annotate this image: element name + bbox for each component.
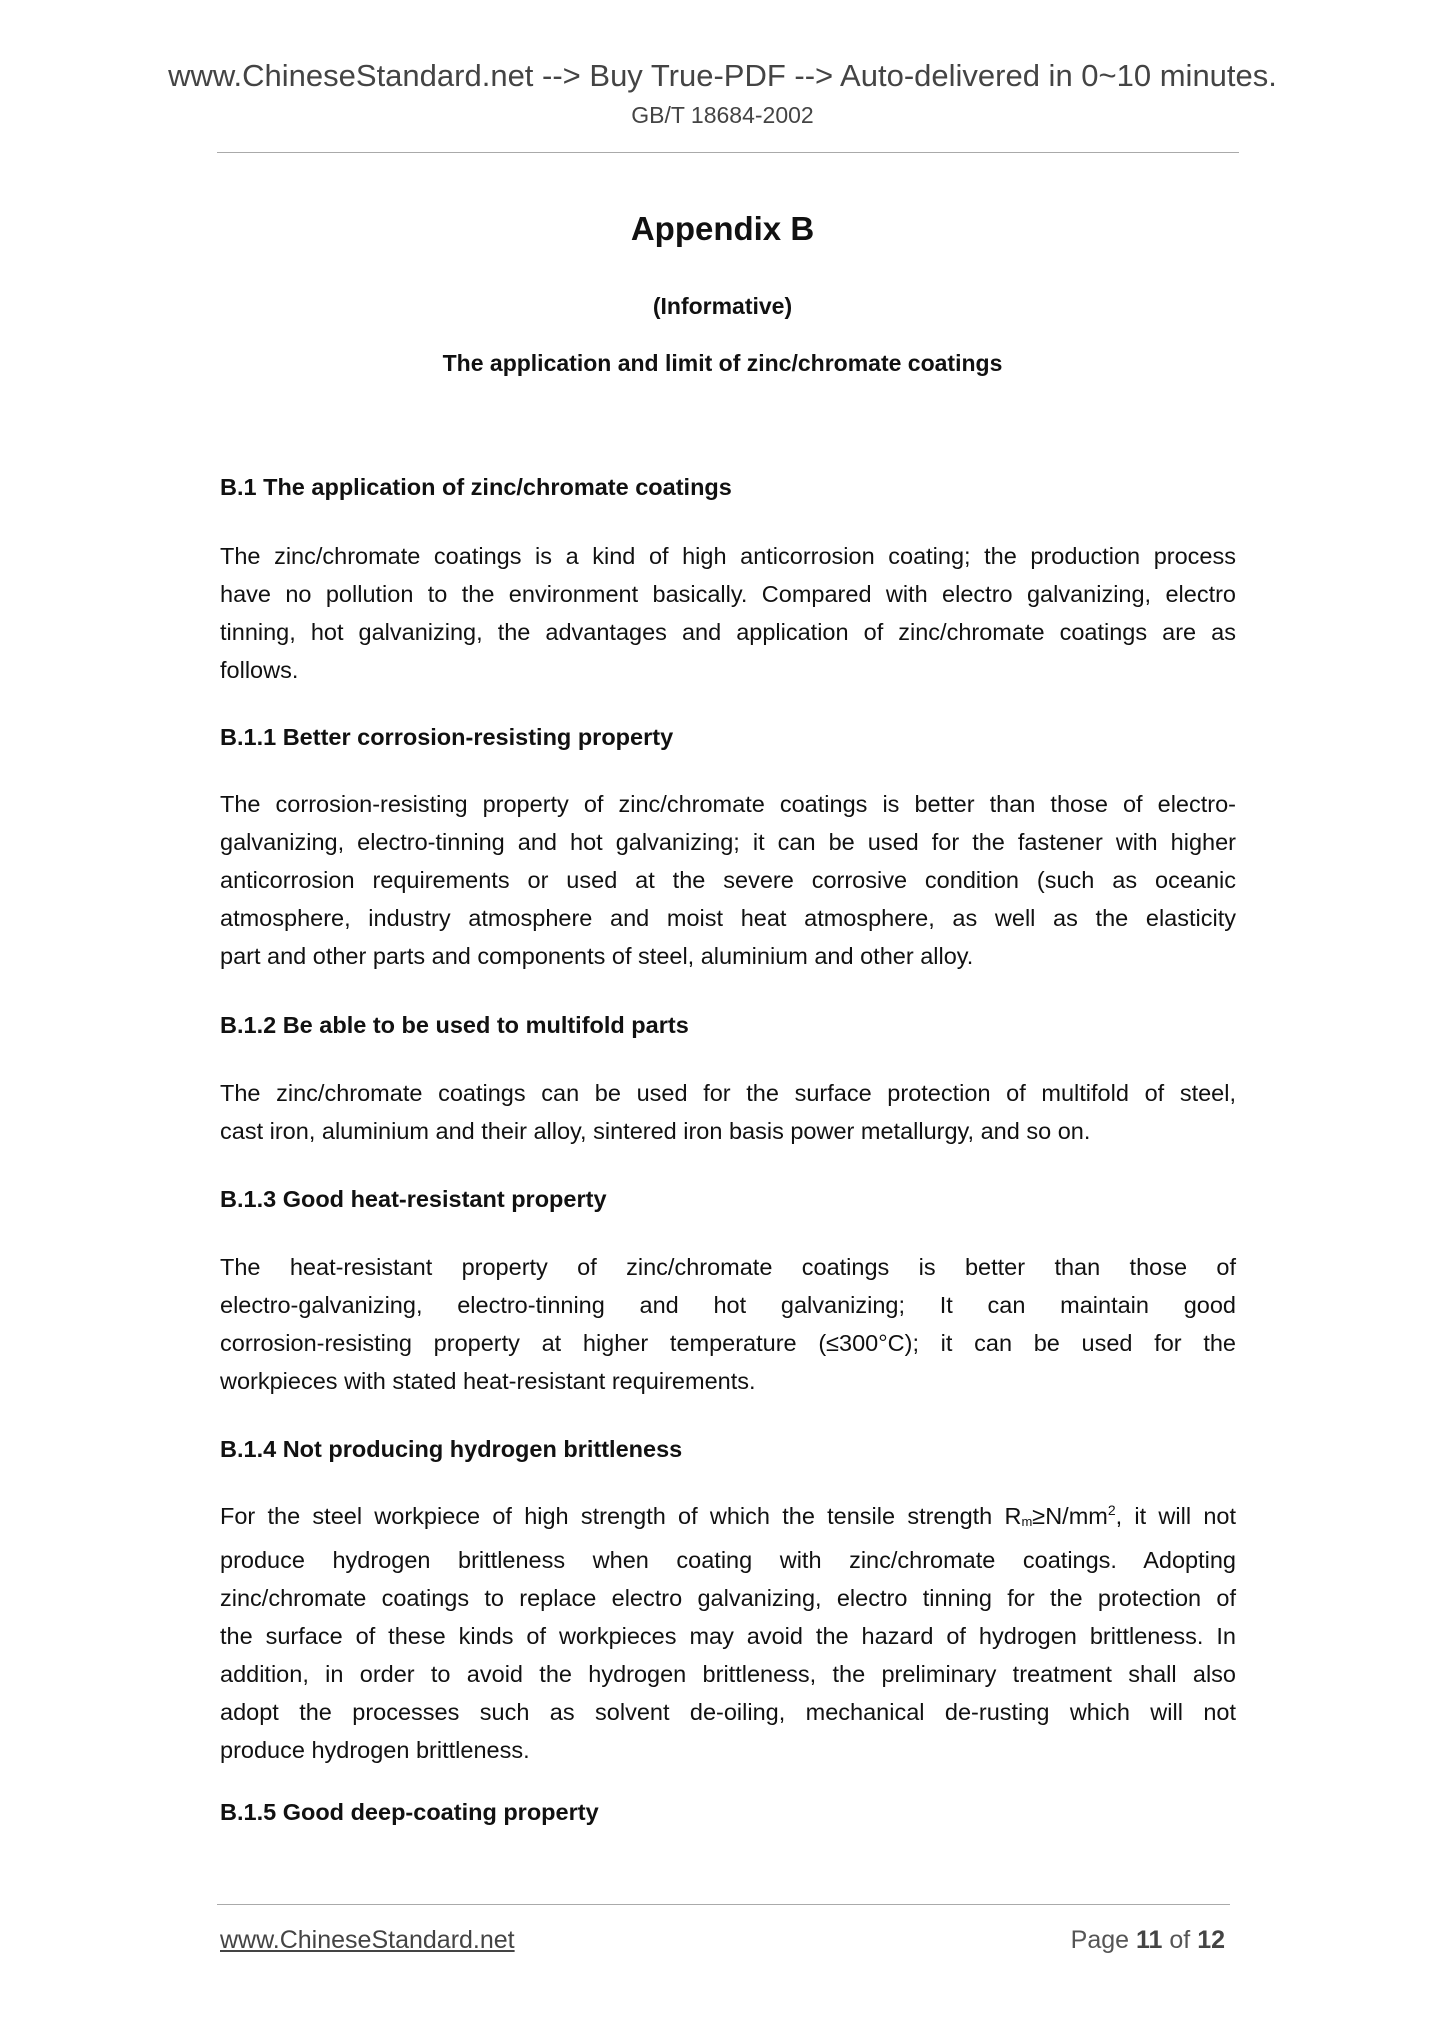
page-indicator: [1071, 1926, 1225, 1955]
text-line: addition, in order to avoid the hydrogen brittleness, the preliminary treatment shall also: [220, 1661, 1236, 1687]
page-word: Page: [1070, 1926, 1130, 1954]
text-line: The zinc/chromate coatings can be used for the surface protection of multifold of steel,: [220, 1080, 1236, 1106]
section-heading-b13: B.1.3 Good heat-resistant property: [220, 1186, 607, 1212]
text-line: anticorrosion requirements or used at the severe corrosive condition (such as oceanic: [220, 867, 1236, 893]
section-heading-b11: B.1.1 Better corrosion-resisting property: [220, 724, 674, 750]
section-heading-b15: B.1.5 Good deep-coating property: [220, 1799, 599, 1825]
text-line: adopt the processes such as solvent de-oiling, mechanical de-rusting which will not: [220, 1699, 1236, 1725]
text-line: follows.: [220, 657, 299, 683]
appendix-subtitle: The application and limit of zinc/chromate coatings: [442, 350, 1003, 376]
footer-website-link[interactable]: www.ChineseStandard.net: [220, 1926, 515, 1954]
current-page: 11: [1135, 1926, 1163, 1954]
text-line: The zinc/chromate coatings is a kind of high anticorrosion coating; the production process: [220, 543, 1236, 569]
superscript-2: 2: [1107, 1502, 1116, 1518]
text-segment: , it will not: [1115, 1503, 1236, 1529]
header-banner: www.ChineseStandard.net --> Buy True-PDF --> Auto-delivered in 0~10 minutes.: [168, 58, 1277, 93]
text-line: the surface of these kinds of workpieces may avoid the hazard of hydrogen brittleness. In: [220, 1623, 1236, 1649]
header-divider: [217, 152, 1239, 153]
paragraph-b14: [220, 1497, 1236, 1769]
text-segment: ≥N/mm: [1032, 1503, 1108, 1529]
text-line: cast iron, aluminium and their alloy, sintered iron basis power metallurgy, and so on.: [220, 1118, 1091, 1144]
text-line: galvanizing, electro-tinning and hot galvanizing; it can be used for the fastener with higher: [220, 829, 1236, 855]
standard-number: GB/T 18684-2002: [631, 102, 814, 128]
paragraph-b12: [220, 1074, 1236, 1150]
of-word: of: [1169, 1926, 1191, 1954]
informative-label: (Informative): [652, 293, 793, 319]
text-line: The heat-resistant property of zinc/chromate coatings is better than those of: [220, 1254, 1236, 1280]
text-line: [220, 1497, 1236, 1541]
text-line: have no pollution to the environment basically. Compared with electro galvanizing, electro: [220, 581, 1236, 607]
text-line: produce hydrogen brittleness when coating with zinc/chromate coatings. Adopting: [220, 1547, 1236, 1573]
text-line: tinning, hot galvanizing, the advantages and application of zinc/chromate coatings are as: [220, 619, 1236, 645]
text-line: part and other parts and components of steel, aluminium and other alloy.: [220, 943, 974, 969]
section-heading-b12: B.1.2 Be able to be used to multifold parts: [220, 1012, 689, 1038]
text-line: corrosion-resisting property at higher temperature (≤300°C); it can be used for the: [220, 1330, 1236, 1356]
text-line: workpieces with stated heat-resistant requirements.: [220, 1368, 756, 1394]
paragraph-b13: [220, 1248, 1236, 1400]
text-line: atmosphere, industry atmosphere and moist heat atmosphere, as well as the elasticity: [220, 905, 1236, 931]
subscript-m: m: [1021, 1514, 1033, 1529]
page-title: Appendix B: [630, 210, 815, 247]
footer-divider: [217, 1904, 1230, 1905]
text-segment: For the steel workpiece of high strength of which the tensile strength R: [220, 1503, 1022, 1529]
total-pages: 12: [1197, 1926, 1225, 1954]
paragraph-b1: [220, 537, 1236, 689]
paragraph-b11: [220, 785, 1236, 975]
text-line: zinc/chromate coatings to replace electro galvanizing, electro tinning for the protection of: [220, 1585, 1236, 1611]
text-line: produce hydrogen brittleness.: [220, 1737, 530, 1763]
section-heading-b1: B.1 The application of zinc/chromate coatings: [220, 474, 732, 500]
section-heading-b14: B.1.4 Not producing hydrogen brittleness: [220, 1436, 683, 1462]
text-line: electro-galvanizing, electro-tinning and hot galvanizing; It can maintain good: [220, 1292, 1236, 1318]
text-line: The corrosion-resisting property of zinc/chromate coatings is better than those of electro-: [220, 791, 1236, 817]
